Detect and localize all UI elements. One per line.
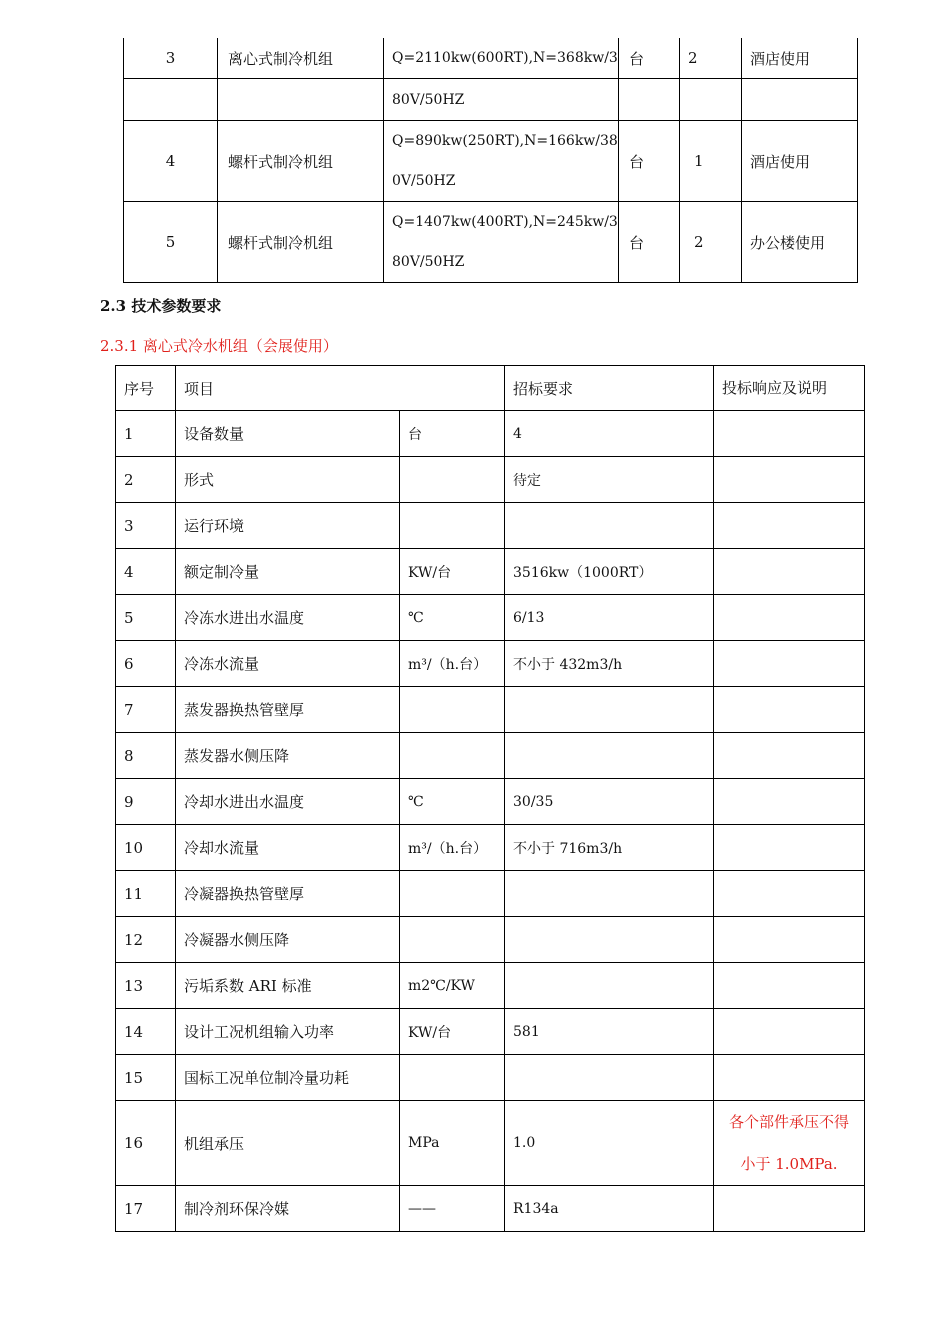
table-header-row bbox=[116, 366, 865, 411]
param-unit bbox=[400, 1055, 505, 1101]
param-item: 国标工况单位制冷量功耗 bbox=[176, 1055, 400, 1101]
row-number: 12 bbox=[116, 917, 176, 963]
equipment-name: 螺杆式制冷机组 bbox=[218, 202, 384, 283]
equipment-name: 螺杆式制冷机组 bbox=[218, 121, 384, 202]
equipment-use: 办公楼使用 bbox=[742, 202, 858, 283]
param-requirement bbox=[505, 963, 714, 1009]
row-number: 2 bbox=[116, 457, 176, 503]
param-requirement bbox=[505, 1055, 714, 1101]
row-number: 6 bbox=[116, 641, 176, 687]
row-number: 4 bbox=[124, 121, 218, 202]
param-item: 冷冻水进出水温度 bbox=[176, 595, 400, 641]
table-row bbox=[116, 779, 865, 825]
param-unit bbox=[400, 457, 505, 503]
param-response bbox=[714, 733, 865, 779]
header-item: 项目 bbox=[176, 366, 505, 411]
param-unit: m³/（h.台） bbox=[400, 825, 505, 871]
param-requirement: 待定 bbox=[505, 457, 714, 503]
param-response bbox=[714, 595, 865, 641]
param-response bbox=[714, 549, 865, 595]
row-number: 9 bbox=[116, 779, 176, 825]
equipment-qty: 2 bbox=[680, 202, 742, 283]
param-requirement: R134a bbox=[505, 1186, 714, 1232]
param-item: 污垢系数 ARI 标准 bbox=[176, 963, 400, 1009]
param-requirement: 6/13 bbox=[505, 595, 714, 641]
param-unit: —— bbox=[400, 1186, 505, 1232]
table-row bbox=[116, 641, 865, 687]
param-item: 制冷剂环保冷媒 bbox=[176, 1186, 400, 1232]
equipment-table bbox=[123, 38, 858, 283]
param-item: 蒸发器水侧压降 bbox=[176, 733, 400, 779]
row-number: 13 bbox=[116, 963, 176, 1009]
equipment-spec: Q=1407kw(400RT),N=245kw/3 80V/50HZ bbox=[384, 202, 619, 283]
param-item: 冷凝器水侧压降 bbox=[176, 917, 400, 963]
equipment-qty: 1 bbox=[680, 121, 742, 202]
param-unit bbox=[400, 917, 505, 963]
param-response bbox=[714, 687, 865, 733]
row-number: 1 bbox=[116, 411, 176, 457]
row-number: 17 bbox=[116, 1186, 176, 1232]
row-number: 15 bbox=[116, 1055, 176, 1101]
table-row bbox=[116, 1009, 865, 1055]
param-unit bbox=[400, 687, 505, 733]
subsection-heading: 2.3.1 离心式冷水机组（会展使用） bbox=[100, 337, 338, 355]
row-number: 10 bbox=[116, 825, 176, 871]
param-unit: m³/（h.台） bbox=[400, 641, 505, 687]
table-row bbox=[116, 1055, 865, 1101]
equipment-spec: Q=2110kw(600RT),N=368kw/3 bbox=[384, 38, 619, 79]
param-unit: KW/台 bbox=[400, 1009, 505, 1055]
param-response bbox=[714, 503, 865, 549]
param-requirement bbox=[505, 917, 714, 963]
param-requirement: 不小于 432m3/h bbox=[505, 641, 714, 687]
param-requirement bbox=[505, 871, 714, 917]
equipment-spec: Q=890kw(250RT),N=166kw/38 0V/50HZ bbox=[384, 121, 619, 202]
param-unit bbox=[400, 733, 505, 779]
table-row bbox=[116, 825, 865, 871]
param-item: 冷却水流量 bbox=[176, 825, 400, 871]
param-requirement bbox=[505, 503, 714, 549]
table-row bbox=[116, 1101, 865, 1186]
param-requirement bbox=[505, 733, 714, 779]
param-requirement: 581 bbox=[505, 1009, 714, 1055]
header-no: 序号 bbox=[116, 366, 176, 411]
param-item: 形式 bbox=[176, 457, 400, 503]
equipment-use: 酒店使用 bbox=[742, 121, 858, 202]
param-response bbox=[714, 917, 865, 963]
table-row bbox=[116, 549, 865, 595]
table-row bbox=[116, 871, 865, 917]
equipment-unit: 台 bbox=[619, 202, 680, 283]
equipment-use: 酒店使用 bbox=[742, 38, 858, 79]
table-row bbox=[124, 202, 858, 283]
param-response bbox=[714, 825, 865, 871]
param-unit bbox=[400, 503, 505, 549]
param-unit bbox=[400, 871, 505, 917]
header-response: 投标响应及说明 bbox=[714, 366, 865, 411]
response-line: 各个部件承压不得 bbox=[729, 1113, 850, 1131]
param-item: 冷却水进出水温度 bbox=[176, 779, 400, 825]
param-response bbox=[714, 779, 865, 825]
table-row bbox=[116, 411, 865, 457]
param-response bbox=[714, 457, 865, 503]
param-requirement bbox=[505, 687, 714, 733]
param-response bbox=[714, 1101, 865, 1186]
table-row bbox=[116, 595, 865, 641]
equipment-spec-cont: 80V/50HZ bbox=[384, 79, 619, 121]
table-row bbox=[116, 457, 865, 503]
row-number: 3 bbox=[124, 38, 218, 79]
param-requirement: 30/35 bbox=[505, 779, 714, 825]
param-response bbox=[714, 1186, 865, 1232]
param-response bbox=[714, 411, 865, 457]
param-item: 运行环境 bbox=[176, 503, 400, 549]
param-requirement: 4 bbox=[505, 411, 714, 457]
table-row bbox=[116, 687, 865, 733]
row-number: 7 bbox=[116, 687, 176, 733]
equipment-unit: 台 bbox=[619, 121, 680, 202]
equipment-unit: 台 bbox=[619, 38, 680, 79]
param-requirement: 3516kw（1000RT） bbox=[505, 549, 714, 595]
table-row bbox=[116, 733, 865, 779]
param-unit: MPa bbox=[400, 1101, 505, 1186]
param-item: 机组承压 bbox=[176, 1101, 400, 1186]
param-response bbox=[714, 1055, 865, 1101]
param-response bbox=[714, 871, 865, 917]
table-row bbox=[116, 1186, 865, 1232]
parameter-table bbox=[115, 365, 865, 1232]
row-number: 5 bbox=[124, 202, 218, 283]
row-number: 4 bbox=[116, 549, 176, 595]
table-row bbox=[124, 121, 858, 202]
row-number: 11 bbox=[116, 871, 176, 917]
table-row bbox=[116, 963, 865, 1009]
param-response bbox=[714, 641, 865, 687]
table-row bbox=[116, 917, 865, 963]
header-requirement: 招标要求 bbox=[505, 366, 714, 411]
param-unit: ℃ bbox=[400, 779, 505, 825]
response-line: 小于 1.0MPa. bbox=[740, 1155, 838, 1173]
section-heading: 2.3 技术参数要求 bbox=[100, 297, 222, 315]
table-row bbox=[124, 38, 858, 79]
table-row bbox=[124, 79, 858, 121]
equipment-qty: 2 bbox=[680, 38, 742, 79]
param-item: 冷凝器换热管壁厚 bbox=[176, 871, 400, 917]
row-number: 16 bbox=[116, 1101, 176, 1186]
param-unit: 台 bbox=[400, 411, 505, 457]
param-item: 额定制冷量 bbox=[176, 549, 400, 595]
param-response bbox=[714, 1009, 865, 1055]
table-row bbox=[116, 503, 865, 549]
row-number: 3 bbox=[116, 503, 176, 549]
row-number: 14 bbox=[116, 1009, 176, 1055]
param-item: 蒸发器换热管壁厚 bbox=[176, 687, 400, 733]
param-item: 设备数量 bbox=[176, 411, 400, 457]
param-requirement: 不小于 716m3/h bbox=[505, 825, 714, 871]
param-item: 设计工况机组输入功率 bbox=[176, 1009, 400, 1055]
param-unit: KW/台 bbox=[400, 549, 505, 595]
param-requirement: 1.0 bbox=[505, 1101, 714, 1186]
param-item: 冷冻水流量 bbox=[176, 641, 400, 687]
param-unit: ℃ bbox=[400, 595, 505, 641]
param-unit: m2℃/KW bbox=[400, 963, 505, 1009]
param-response bbox=[714, 963, 865, 1009]
equipment-name: 离心式制冷机组 bbox=[218, 38, 384, 79]
row-number: 8 bbox=[116, 733, 176, 779]
row-number: 5 bbox=[116, 595, 176, 641]
